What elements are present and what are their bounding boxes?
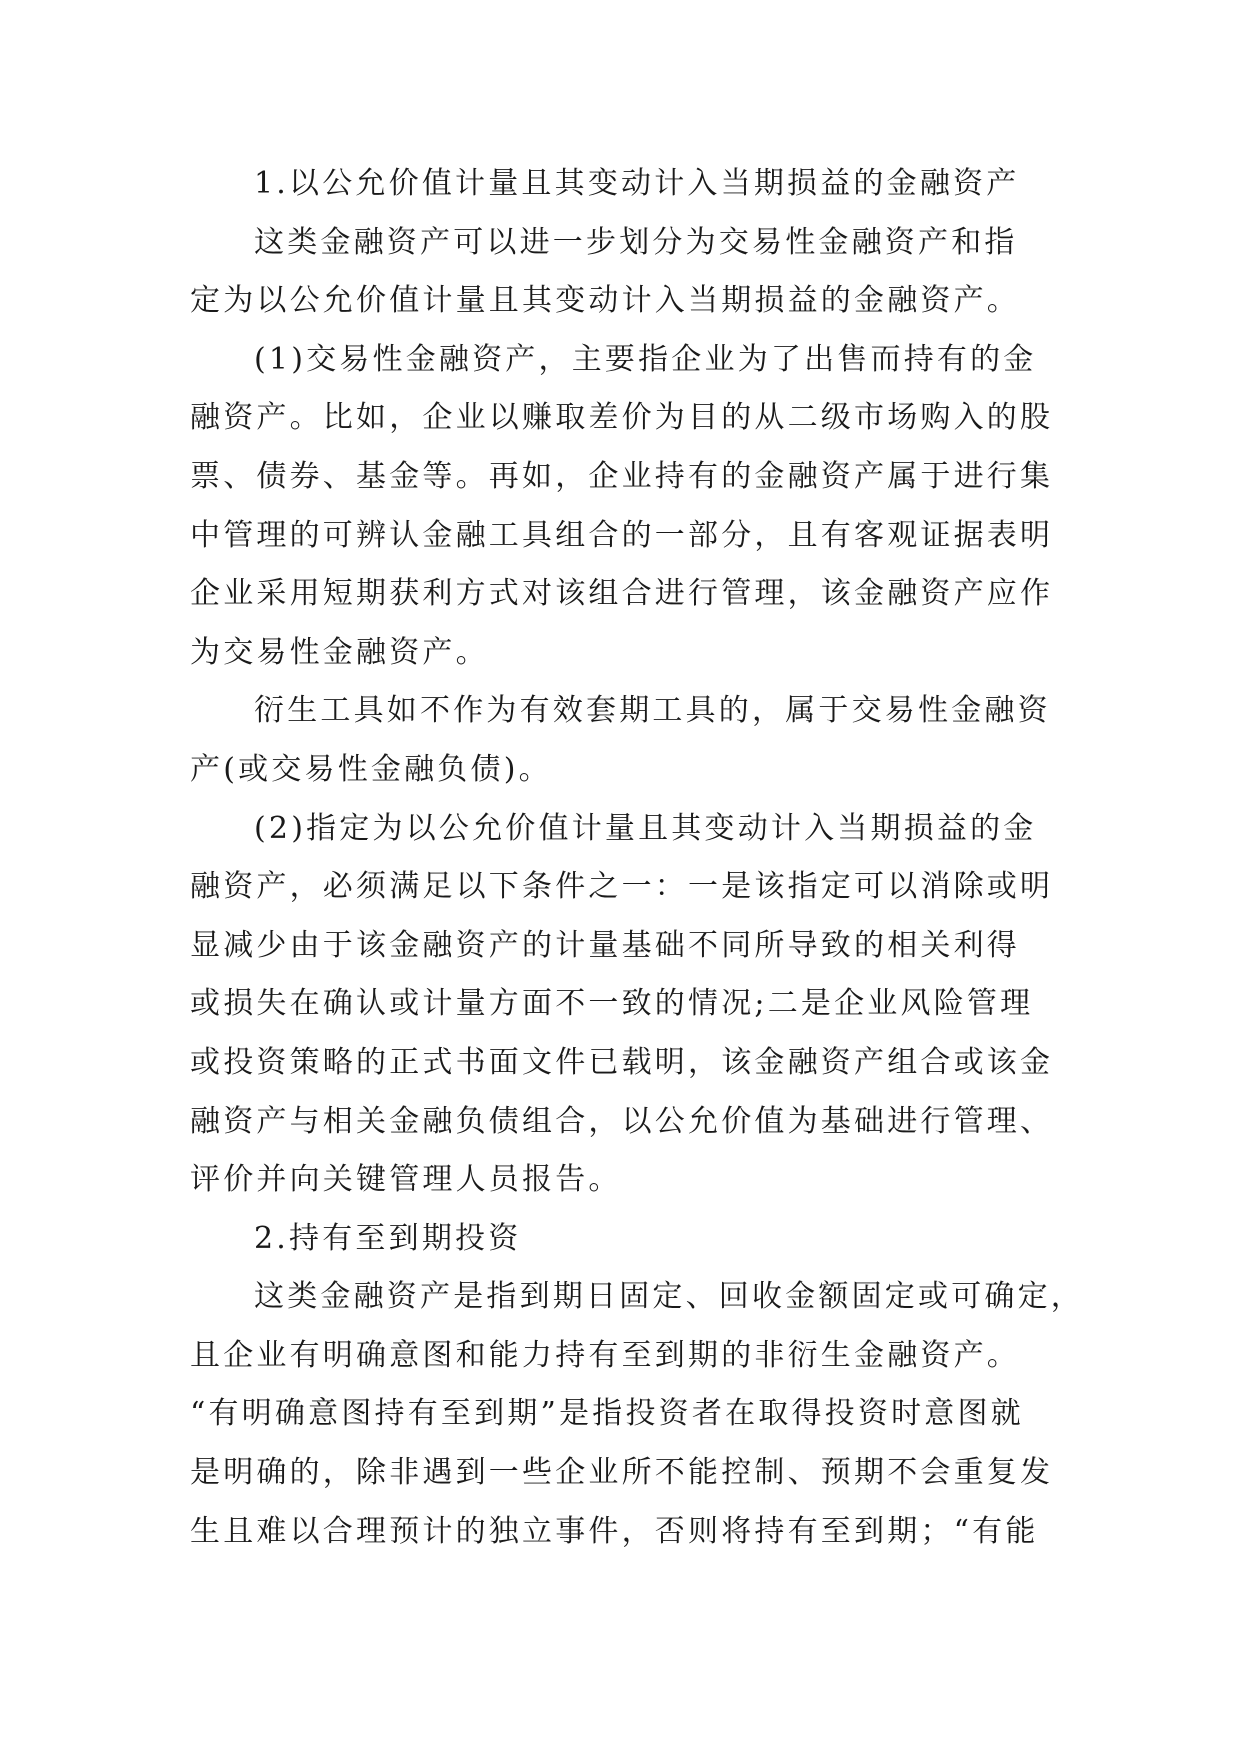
text-line: 融资产，必须满足以下条件之一：一是该指定可以消除或明 (190, 869, 1054, 905)
text-line: (1)交易性金融资产，主要指企业为了出售而持有的金 (254, 341, 1037, 377)
text-line: “有明确意图持有至到期”是指投资者在取得投资时意图就 (190, 1396, 1024, 1432)
text-line: 1.以公允价值计量且其变动计入当期损益的金融资产 (254, 166, 1020, 201)
text-line: 是明确的，除非遇到一些企业所不能控制、预期不会重复发 (190, 1455, 1054, 1491)
text-line: 产(或交易性金融负债)。 (190, 751, 552, 787)
text-line: 融资产与相关金融负债组合，以公允价值为基础进行管理、 (190, 1103, 1054, 1139)
text-line: 2.持有至到期投资 (254, 1220, 522, 1256)
text-line: 这类金融资产可以进一步划分为交易性金融资产和指 (254, 224, 1018, 260)
text-line: 生且难以合理预计的独立事件，否则将持有至到期；“有能 (190, 1513, 1039, 1549)
text-line: 定为以公允价值计量且其变动计入当期损益的金融资产。 (190, 283, 1020, 319)
text-line: (2)指定为以公允价值计量且其变动计入当期损益的金 (254, 810, 1037, 846)
body-text (190, 155, 1084, 1561)
text-line: 这类金融资产是指到期日固定、回收金额固定或可确定， (254, 1279, 1084, 1315)
text-line: 票、债券、基金等。再如，企业持有的金融资产属于进行集 (190, 458, 1054, 494)
text-line: 且企业有明确意图和能力持有至到期的非衍生金融资产。 (190, 1337, 1020, 1373)
text-line: 衍生工具如不作为有效套期工具的，属于交易性金融资 (254, 693, 1051, 729)
text-line: 融资产。比如，企业以赚取差价为目的从二级市场购入的股 (190, 400, 1054, 436)
text-line: 企业采用短期获利方式对该组合进行管理，该金融资产应作 (190, 576, 1054, 612)
text-line: 评价并向关键管理人员报告。 (190, 1162, 622, 1198)
text-line: 为交易性金融资产。 (190, 634, 489, 670)
text-line: 中管理的可辨认金融工具组合的一部分，且有客观证据表明 (190, 517, 1054, 553)
text-line: 或损失在确认或计量方面不一致的情况;二是企业风险管理 (190, 986, 1034, 1022)
text-line: 或投资策略的正式书面文件已载明，该金融资产组合或该金 (190, 1044, 1054, 1080)
text-line: 显减少由于该金融资产的计量基础不同所导致的相关利得 (190, 927, 1020, 963)
